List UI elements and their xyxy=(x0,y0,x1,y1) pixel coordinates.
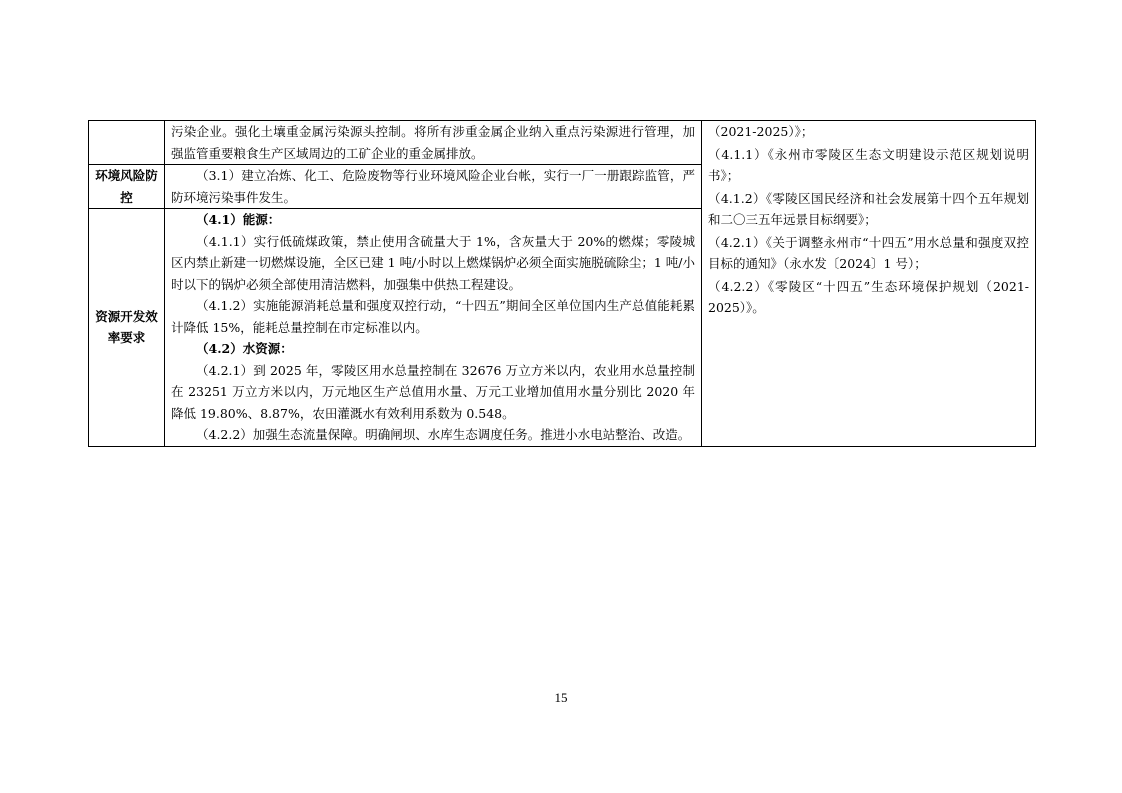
category-cell xyxy=(89,121,165,165)
requirements-table xyxy=(88,120,1036,447)
category-cell xyxy=(89,165,165,209)
content-cell xyxy=(165,121,702,165)
content-paragraph: （3.1）建立冶炼、化工、危险废物等行业环境风险企业台帐，实行一厂一册跟踪监管，严防环境污染事件发生。 xyxy=(171,168,695,205)
section-heading: （4.1）能源： xyxy=(196,212,281,227)
page-number: 15 xyxy=(554,690,568,705)
content-cell xyxy=(165,209,702,447)
basis-item: （4.1.2）《零陵区国民经济和社会发展第十四个五年规划和二〇三五年远景目标纲要》； xyxy=(708,190,1029,227)
content-paragraph: （4.1.2）实施能源消耗总量和强度双控行动，“十四五”期间全区单位国内生产总值能耗累计降低 15%，能耗总量控制在市定标准以内。 xyxy=(171,298,695,335)
content-paragraph: （4.2.2）加强生态流量保障。明确闸坝、水库生态调度任务。推进小水电站整治、改造。 xyxy=(196,427,691,442)
section-heading: （4.2）水资源： xyxy=(196,341,293,356)
content-paragraph: （4.1.1）实行低硫煤政策，禁止使用含硫量大于 1%，含灰量大于 20%的燃煤；零陵城区内禁止新建一切燃煤设施，全区已建 1 吨/小时以上燃煤锅炉必须全面实施脱硫除尘；1 吨/小时以下的锅炉必须全部使用清洁燃料，加强集中供热工程建设。 xyxy=(171,233,695,292)
content-paragraph: 污染企业。强化土壤重金属污染源头控制。将所有涉重金属企业纳入重点污染源进行管理，加强监管重要粮食生产区域周边的工矿企业的重金属排放。 xyxy=(171,124,695,161)
basis-item: （2021-2025）》； xyxy=(708,124,814,139)
category-cell xyxy=(89,209,165,447)
basis-cell xyxy=(702,121,1036,447)
basis-item: （4.2.2）《零陵区“十四五”生态环境保护规划（2021-2025）》。 xyxy=(708,278,1029,315)
category-label: 环境风险防控 xyxy=(95,168,158,205)
content-paragraph: （4.2.1）到 2025 年，零陵区用水总量控制在 32676 万立方米以内，农业用水总量控制在 23251 万立方米以内，万元地区生产总值用水量、万元工业增加值用水量分别比 2020 年降低 19.80%、8.87%，农田灌溉水有效利用系数为 0.548。 xyxy=(171,362,695,421)
table-row xyxy=(89,121,1036,165)
basis-item: （4.2.1）《关于调整永州市“十四五”用水总量和强度双控目标的通知》（永水发〔2024〕1 号）； xyxy=(708,234,1029,271)
category-label: 资源开发效率要求 xyxy=(95,308,158,346)
basis-item: （4.1.1）《永州市零陵区生态文明建设示范区规划说明书》； xyxy=(708,146,1029,183)
content-cell xyxy=(165,165,702,209)
